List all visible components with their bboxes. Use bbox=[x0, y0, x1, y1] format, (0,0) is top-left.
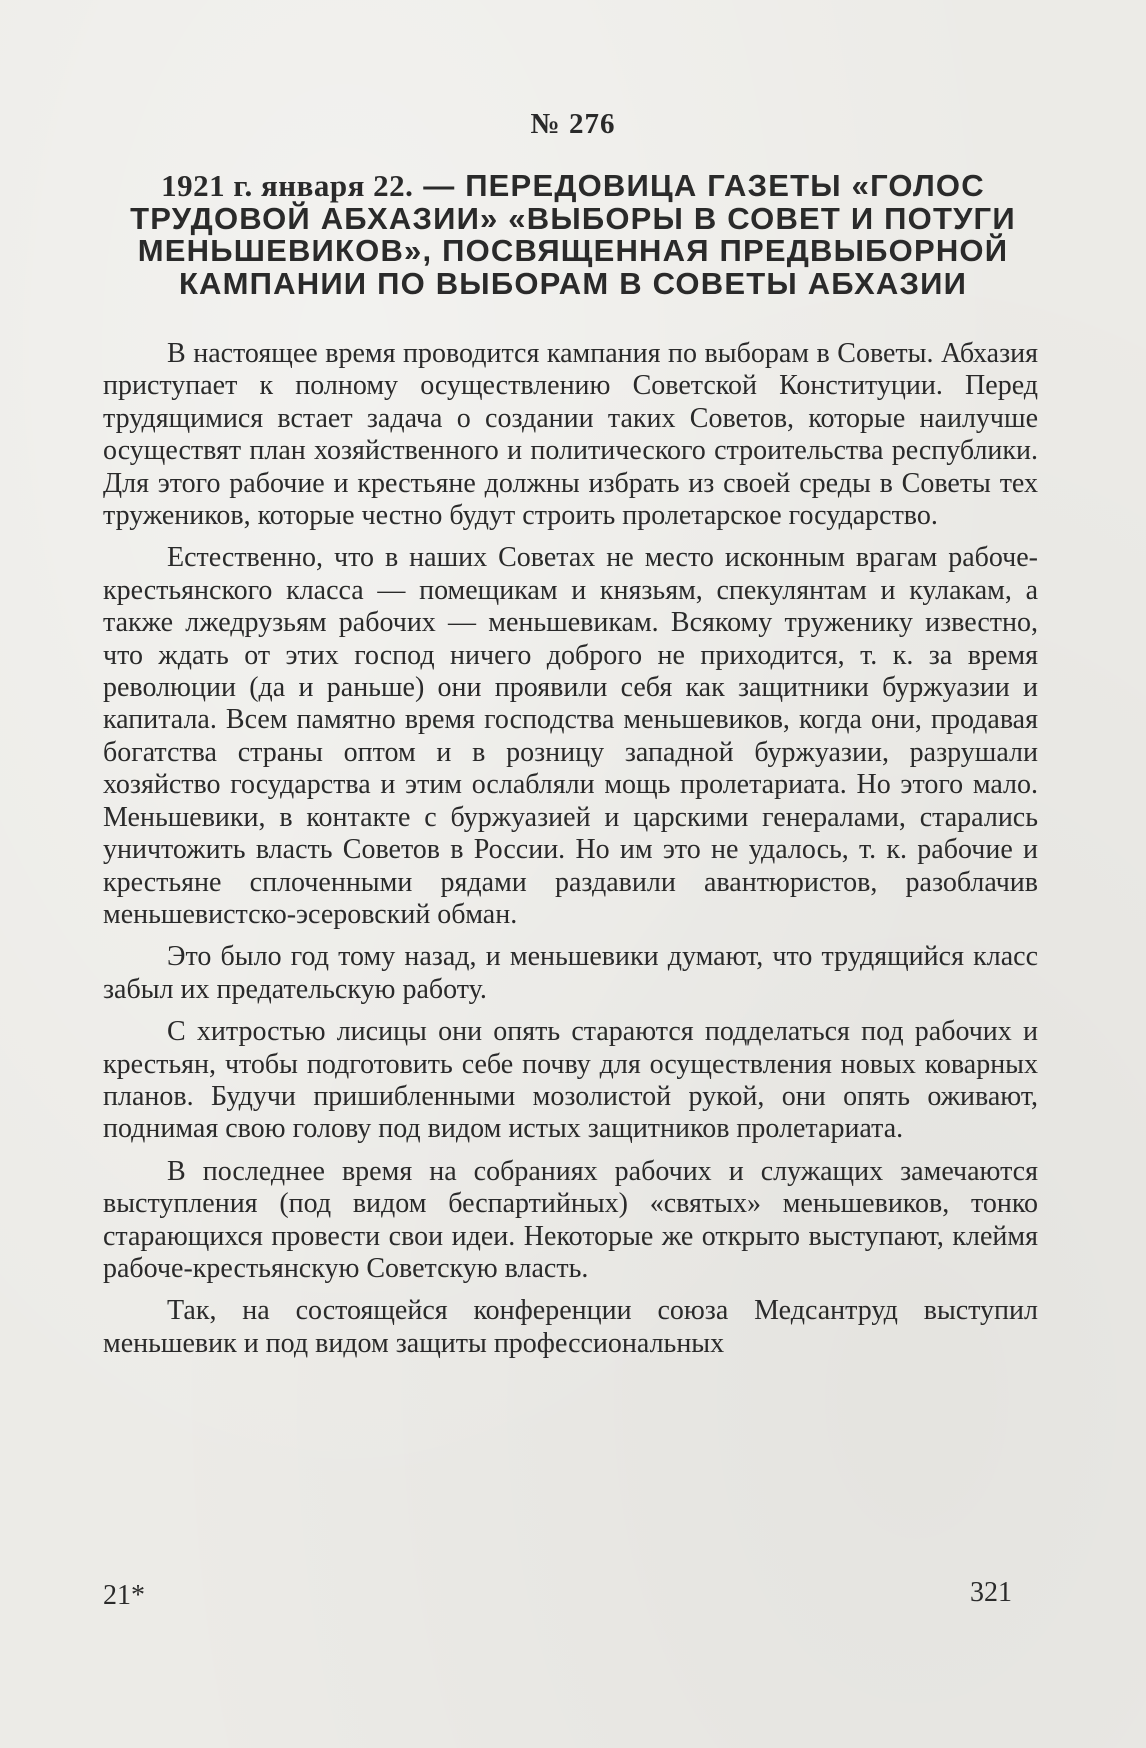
paragraph: Это было год тому назад, и меньшевики думают, что трудящийся класс забыл их предательскую работу. bbox=[103, 941, 1038, 1005]
document-date: 1921 г. января 22. bbox=[161, 168, 414, 203]
paragraph: Естественно, что в наших Советах не место исконным врагам рабоче-крестьянского класса — помещикам и князьям, спекулянтам и кулакам, а также лжедрузьям рабочих — меньшевикам. Всякому труженику известно, что ждать от этих господ ничего доброго не приходится, т. к. за время революции (да и раньше) они проявили себя как защитники буржуазии и капитала. Всем памятно время господства меньшевиков, когда они, продавая богатства страны оптом и в розницу западной буржуазии, разрушали хозяйство государства и этим ослабляли мощь пролетариата. Но этого мало. Меньшевики, в контакте с буржуазией и царскими генералами, старались уничтожить власть Советов в России. Но им это не удалось, т. к. рабочие и крестьяне сплоченными рядами раздавили авантюристов, разоблачив меньшевистско-эсеровский обман. bbox=[103, 542, 1038, 930]
signature-mark: 21* bbox=[103, 1580, 145, 1611]
paragraph: Так, на состоящейся конференции союза Медсантруд выступил меньшевик и под видом защиты профессиональных bbox=[103, 1295, 1038, 1359]
paragraph: В настоящее время проводится кампания по выборам в Советы. Абхазия приступает к полному осуществлению Советской Конституции. Перед трудящимися встает задача о создании таких Советов, которые наилучше осуществят план хозяйственного и политического строительства республики. Для этого рабочие и крестьяне должны избрать из своей среды в Советы тех тружеников, которые честно будут строить пролетарское государство. bbox=[103, 338, 1038, 532]
document-number: № 276 bbox=[530, 108, 616, 140]
page-number: 321 bbox=[970, 1577, 1012, 1608]
document-body bbox=[103, 338, 1038, 1370]
paragraph: С хитростью лисицы они опять стараются подделаться под рабочих и крестьян, чтобы подготовить себе почву для осуществления новых коварных планов. Будучи пришибленными мозолистой рукой, они опять оживают, поднимая свою голову под видом истых защитников пролетариата. bbox=[103, 1016, 1038, 1145]
title-dash: — bbox=[413, 168, 466, 203]
document-title bbox=[108, 170, 1038, 300]
title-text: ПЕРЕДОВИЦА ГАЗЕТЫ «ГОЛОС ТРУДОВОЙ АБХАЗИИ» «ВЫБОРЫ В СОВЕТ И ПОТУГИ МЕНЬШЕВИКОВ», ПОСВЯЩЕННАЯ ПРЕДВЫБОРНОЙ КАМПАНИИ ПО ВЫБОРАМ В СОВЕТЫ АБХАЗИИ bbox=[130, 168, 1016, 301]
paragraph: В последнее время на собраниях рабочих и служащих замечаются выступления (под видом беспартийных) «святых» меньшевиков, тонко старающихся провести свои идеи. Некоторые же открыто выступают, клеймя рабоче-крестьянскую Советскую власть. bbox=[103, 1155, 1038, 1284]
